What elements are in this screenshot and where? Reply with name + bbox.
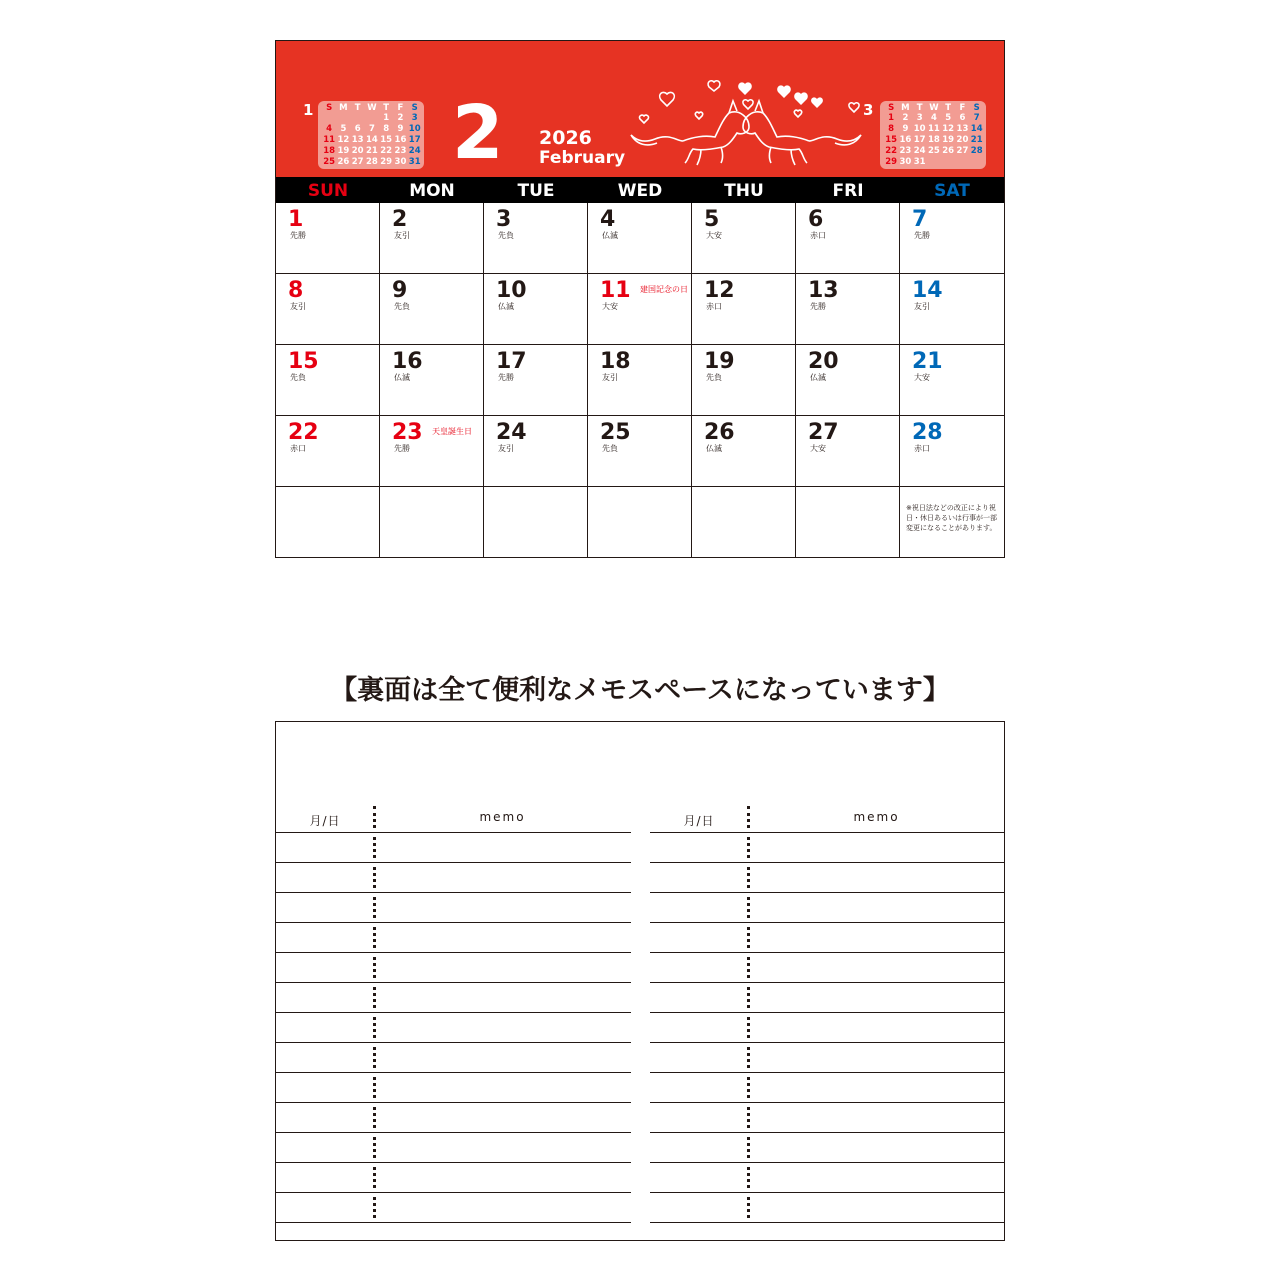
day-cell [692, 203, 796, 274]
memo-line [276, 1073, 631, 1103]
mini-day: 19 [942, 135, 955, 145]
mini-day: 6 [959, 113, 966, 123]
mini-day: 21 [970, 135, 983, 145]
day-cell [900, 345, 1004, 416]
mini-day: 12 [337, 135, 350, 145]
mini-weekday: W [929, 103, 939, 113]
mini-day: 12 [942, 124, 955, 134]
day-cell [276, 274, 380, 345]
mini-week-row [322, 136, 422, 145]
day-cell [380, 203, 484, 274]
memo-line [276, 1193, 631, 1223]
mini-day: 15 [380, 135, 393, 145]
day-number: 3 [496, 207, 512, 232]
memo-line [276, 893, 631, 923]
rokuyo-label: 先負 [290, 373, 306, 382]
dotted-divider [747, 1017, 750, 1038]
day-cell [276, 203, 380, 274]
year-label: 2026 [539, 127, 592, 149]
calendar-header [276, 41, 1004, 177]
weekday-label: WED [617, 181, 663, 201]
mini-weekday: F [959, 103, 966, 113]
day-number: 15 [288, 349, 319, 374]
day-number: 20 [808, 349, 839, 374]
dotted-divider [747, 837, 750, 858]
mini-day: 20 [956, 135, 969, 145]
mini-day: 16 [394, 135, 407, 145]
mini-day: 13 [351, 135, 364, 145]
day-cell [692, 274, 796, 345]
mini-day: 1 [383, 113, 390, 123]
day-cell [692, 487, 796, 558]
mini-day: 8 [383, 124, 390, 134]
day-number: 28 [912, 420, 943, 445]
memo-line [650, 1043, 1005, 1073]
mini-day: 31 [408, 157, 421, 167]
memo-line [650, 893, 1005, 923]
day-cell [900, 203, 1004, 274]
day-number: 7 [912, 207, 928, 232]
date-header: 月/日 [683, 814, 715, 828]
mini-weekday: M [901, 103, 910, 113]
day-cell [484, 203, 588, 274]
day-cell [276, 416, 380, 487]
day-number: 14 [912, 278, 943, 303]
weekday-label: SUN [307, 181, 349, 201]
mini-day: 11 [323, 135, 336, 145]
day-cell [484, 274, 588, 345]
mini-day [941, 158, 955, 167]
mini-day: 26 [942, 146, 955, 156]
next-month-number: 3 [863, 101, 874, 119]
mini-weekday: S [411, 103, 418, 113]
mini-day: 19 [337, 146, 350, 156]
memo-line [650, 983, 1005, 1013]
rokuyo-label: 仏滅 [810, 373, 826, 382]
mini-day: 7 [973, 113, 980, 123]
dotted-divider [373, 837, 376, 858]
day-number: 22 [288, 420, 319, 445]
mini-day: 29 [885, 157, 898, 167]
rokuyo-label: 赤口 [290, 444, 306, 453]
day-cell [484, 416, 588, 487]
day-number: 17 [496, 349, 527, 374]
day-cell [484, 487, 588, 558]
mini-week-row [322, 125, 422, 134]
rokuyo-label: 友引 [394, 231, 410, 240]
memo-line [276, 1013, 631, 1043]
mini-weekday: T [383, 103, 390, 113]
dotted-divider [373, 987, 376, 1008]
calendar-page [275, 40, 1005, 558]
mini-day: 3 [916, 113, 923, 123]
mini-day [365, 114, 379, 123]
holiday-notice: ※祝日法などの改正により祝日・休日あるいは行事が一部変更になることがあります。 [906, 504, 997, 532]
rokuyo-label: 友引 [290, 302, 306, 311]
day-number: 18 [600, 349, 631, 374]
day-number: 5 [704, 207, 720, 232]
dotted-divider [747, 897, 750, 918]
memo-line [650, 1013, 1005, 1043]
mini-weekday: M [339, 103, 348, 113]
weekday-label: FRI [832, 181, 864, 201]
dotted-divider [373, 957, 376, 978]
mini-day: 10 [913, 124, 926, 134]
rokuyo-label: 大安 [810, 444, 826, 453]
memo-line [650, 1133, 1005, 1163]
mini-weekday: S [888, 103, 895, 113]
memo-line [650, 1193, 1005, 1223]
day-number: 2 [392, 207, 408, 232]
holiday-name: 天皇誕生日 [432, 427, 472, 436]
dotted-divider [373, 927, 376, 948]
rokuyo-label: 仏滅 [394, 373, 410, 382]
day-cell [380, 416, 484, 487]
dotted-divider [373, 1137, 376, 1158]
mini-day: 4 [930, 113, 937, 123]
memo-line [276, 1043, 631, 1073]
rokuyo-label: 赤口 [706, 302, 722, 311]
dotted-divider [747, 957, 750, 978]
memo-line [650, 1103, 1005, 1133]
dotted-divider [373, 1197, 376, 1218]
dotted-divider [747, 1167, 750, 1188]
rokuyo-label: 友引 [602, 373, 618, 382]
day-cell [796, 203, 900, 274]
memo-column-right [650, 802, 1005, 1223]
day-number: 16 [392, 349, 423, 374]
mini-week-row [884, 114, 984, 123]
weekday-label: MON [409, 181, 455, 201]
day-number: 10 [496, 278, 527, 303]
prev-month-number: 1 [303, 101, 314, 119]
next_month-weekday-row [884, 104, 984, 113]
weekday-label: SAT [934, 181, 970, 201]
dotted-divider [373, 1107, 376, 1128]
mini-day: 17 [913, 135, 926, 145]
rokuyo-label: 先負 [706, 373, 722, 382]
mini-day: 28 [366, 157, 378, 167]
day-number: 27 [808, 420, 839, 445]
day-cell [380, 487, 484, 558]
mini-day [927, 158, 941, 167]
dotted-divider [747, 1047, 750, 1068]
day-number: 26 [704, 420, 735, 445]
rokuyo-label: 大安 [914, 373, 930, 382]
ponies-illustration-icon [621, 59, 874, 174]
memo-line [650, 1163, 1005, 1193]
dotted-divider [747, 927, 750, 948]
day-cell [796, 487, 900, 558]
mini-day: 5 [340, 124, 347, 134]
dotted-divider [747, 1137, 750, 1158]
mini-week-row [322, 158, 422, 167]
dotted-divider [747, 867, 750, 888]
memo-line [276, 1103, 631, 1133]
mini-week-row [884, 125, 984, 134]
mini-day: 13 [956, 124, 969, 134]
mini-day: 2 [902, 113, 909, 123]
mini-day: 24 [913, 146, 926, 156]
memo-line [650, 1073, 1005, 1103]
mini-day: 6 [354, 124, 361, 134]
mini-day: 9 [902, 124, 909, 134]
day-number: 21 [912, 349, 943, 374]
mini-weekday: F [397, 103, 404, 113]
mini-day: 14 [366, 135, 378, 145]
day-number: 13 [808, 278, 839, 303]
mini-day: 25 [928, 146, 940, 156]
mini-day [955, 158, 969, 167]
mini-day: 16 [899, 135, 912, 145]
rokuyo-label: 先勝 [498, 373, 514, 382]
rokuyo-label: 仏滅 [602, 231, 618, 240]
rokuyo-label: 大安 [706, 231, 722, 240]
day-cell [900, 487, 1004, 558]
day-number: 24 [496, 420, 527, 445]
date-header: 月/日 [309, 814, 341, 828]
rokuyo-label: 先負 [498, 231, 514, 240]
mini-day: 9 [397, 124, 404, 134]
mini-day: 27 [956, 146, 969, 156]
dotted-divider [373, 867, 376, 888]
rokuyo-label: 友引 [498, 444, 514, 453]
mini-day: 30 [899, 157, 912, 167]
dotted-divider [747, 1107, 750, 1128]
rokuyo-label: 先勝 [810, 302, 826, 311]
memo-line [276, 1133, 631, 1163]
rokuyo-label: 先負 [394, 302, 410, 311]
rokuyo-label: 先勝 [394, 444, 410, 453]
memo-sheet [275, 721, 1005, 1241]
dotted-divider [747, 1077, 750, 1098]
mini-day: 23 [899, 146, 912, 156]
memo-column-left [276, 802, 631, 1223]
mini-day: 18 [928, 135, 940, 145]
memo-line [650, 953, 1005, 983]
day-cell [588, 345, 692, 416]
prev_month-weekday-row [322, 104, 422, 113]
calendar-grid [276, 203, 1004, 558]
day-cell [796, 345, 900, 416]
memo-line [276, 953, 631, 983]
mini-day: 4 [326, 124, 333, 134]
month-number: 2 [452, 90, 504, 176]
mini-day: 17 [408, 135, 421, 145]
day-number: 23 [392, 420, 423, 445]
mini-day: 30 [394, 157, 407, 167]
dotted-divider [373, 1047, 376, 1068]
memo-line [650, 833, 1005, 863]
mini-day: 1 [888, 113, 895, 123]
mini-week-row [322, 147, 422, 156]
memo-line [276, 863, 631, 893]
memo-line [276, 833, 631, 863]
mini-day: 22 [885, 146, 898, 156]
memo-header: memo [479, 810, 526, 824]
mini-day: 28 [970, 146, 983, 156]
day-number: 4 [600, 207, 616, 232]
mini-day: 3 [411, 113, 418, 123]
mini-day: 8 [888, 124, 895, 134]
memo-header: memo [853, 810, 900, 824]
weekday-header [276, 177, 1004, 203]
mini-day [322, 114, 336, 123]
day-number: 9 [392, 278, 408, 303]
mini-day: 15 [885, 135, 898, 145]
mini-day: 27 [351, 157, 364, 167]
day-cell [588, 416, 692, 487]
memo-line [650, 863, 1005, 893]
dotted-divider [747, 987, 750, 1008]
mini-day: 14 [970, 124, 983, 134]
mini-weekday: T [916, 103, 923, 113]
day-cell [796, 274, 900, 345]
mini-day: 5 [945, 113, 952, 123]
mini-day: 22 [380, 146, 393, 156]
mini-weekday: W [367, 103, 377, 113]
day-cell [692, 345, 796, 416]
day-number: 11 [600, 278, 631, 303]
day-cell [900, 274, 1004, 345]
day-cell [380, 345, 484, 416]
mini-week-row [884, 136, 984, 145]
mini-weekday: S [973, 103, 980, 113]
memo-line [650, 923, 1005, 953]
day-cell [900, 416, 1004, 487]
mini-day [336, 114, 350, 123]
mini-weekday: S [326, 103, 333, 113]
dotted-divider [373, 1167, 376, 1188]
rokuyo-label: 赤口 [914, 444, 930, 453]
day-cell [796, 416, 900, 487]
mini-day: 10 [408, 124, 421, 134]
day-cell [588, 487, 692, 558]
mini-day: 18 [323, 146, 336, 156]
rokuyo-label: 大安 [602, 302, 618, 311]
day-number: 6 [808, 207, 824, 232]
rokuyo-label: 先勝 [290, 231, 306, 240]
day-cell [276, 345, 380, 416]
memo-title: 【裏面は全て便利なメモスペースになっています】 [330, 675, 950, 706]
mini-day: 25 [323, 157, 336, 167]
mini-week-row [884, 158, 984, 167]
day-cell [276, 487, 380, 558]
rokuyo-label: 仏滅 [706, 444, 722, 453]
memo-line [276, 923, 631, 953]
dotted-divider [373, 1017, 376, 1038]
dotted-divider [747, 1197, 750, 1218]
memo-header-row [650, 802, 1005, 833]
rokuyo-label: 先勝 [914, 231, 930, 240]
mini-weekday: T [945, 103, 952, 113]
rokuyo-label: 仏滅 [498, 302, 514, 311]
rokuyo-label: 赤口 [810, 231, 826, 240]
memo-line [276, 1163, 631, 1193]
day-number: 8 [288, 278, 304, 303]
mini-day: 21 [366, 146, 378, 156]
weekday-label: TUE [517, 181, 555, 201]
mini-day: 29 [380, 157, 393, 167]
day-number: 25 [600, 420, 631, 445]
rokuyo-label: 先負 [602, 444, 618, 453]
rokuyo-label: 友引 [914, 302, 930, 311]
day-cell [692, 416, 796, 487]
mini-week-row [884, 147, 984, 156]
mini-day: 26 [337, 157, 350, 167]
mini-week-row [322, 114, 422, 123]
mini-day: 23 [394, 146, 407, 156]
memo-header-row [276, 802, 631, 833]
mini-weekday: T [354, 103, 361, 113]
mini-day: 11 [928, 124, 940, 134]
mini-day [970, 158, 984, 167]
mini-day: 20 [351, 146, 364, 156]
day-number: 12 [704, 278, 735, 303]
day-cell [380, 274, 484, 345]
mini-day: 31 [913, 157, 926, 167]
day-number: 19 [704, 349, 735, 374]
day-cell [588, 274, 692, 345]
day-cell [484, 345, 588, 416]
mini-day [351, 114, 365, 123]
dotted-divider [373, 1077, 376, 1098]
mini-day: 24 [408, 146, 421, 156]
day-number: 1 [288, 207, 304, 232]
day-cell [588, 203, 692, 274]
mini-day: 2 [397, 113, 404, 123]
dotted-divider [373, 897, 376, 918]
holiday-name: 建国記念の日 [640, 285, 688, 294]
memo-line [276, 983, 631, 1013]
weekday-label: THU [724, 181, 764, 201]
month-name: February [539, 148, 626, 168]
mini-day: 7 [368, 124, 375, 134]
